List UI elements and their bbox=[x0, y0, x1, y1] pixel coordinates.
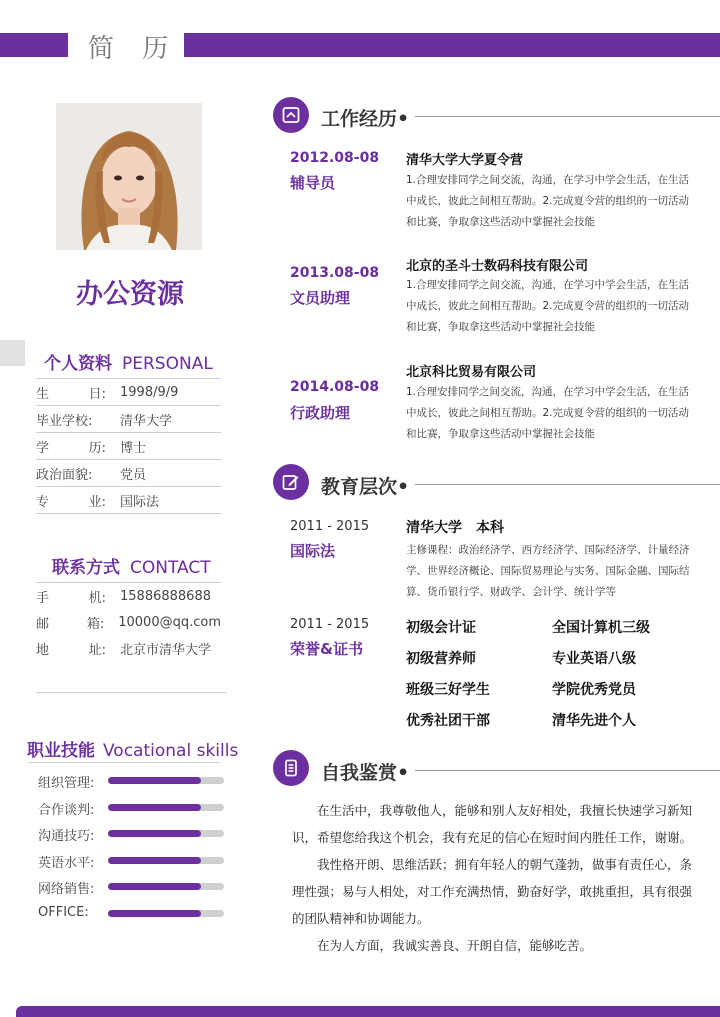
skill-label: 合作谈判: bbox=[38, 802, 95, 818]
education-courses: 主修课程：政治经济学、西方经济学、国际经济学、计量经济学、世界经济概论、国际贸易理论与实务、国际金融、国际结算、货币银行学、财政学、会计学、统计学等 bbox=[406, 544, 690, 598]
honors-date: 2011 - 2015 bbox=[290, 617, 370, 632]
work-desc: 1.合理安排同学之间交流，沟通，在学习中学会生活，在生活中成长，彼此之间相互帮助。2.完成夏令营的组织的一切活动和比赛，争取拿这些活动中掌握社会技能 bbox=[406, 279, 690, 333]
work-org: 北京的圣斗士数码科技有限公司 bbox=[406, 259, 589, 274]
self-heading-line bbox=[415, 770, 720, 771]
skills-heading bbox=[27, 736, 238, 761]
skills-divider bbox=[28, 762, 220, 763]
info-label: 业: bbox=[88, 494, 106, 510]
self-section-icon bbox=[273, 750, 309, 786]
info-label: 生 bbox=[36, 386, 50, 402]
info-row-degree bbox=[36, 433, 221, 460]
info-value: 1998/9/9 bbox=[120, 384, 179, 400]
briefcase-icon bbox=[282, 106, 300, 124]
header-bar-right bbox=[184, 33, 720, 57]
honors-label: 荣誉&证书 bbox=[290, 640, 364, 658]
contact-phone-value: 15886888688 bbox=[120, 589, 211, 604]
skill-label: 英语水平: bbox=[38, 855, 95, 871]
skill-bar-track bbox=[108, 910, 224, 917]
contact-row-email bbox=[36, 609, 221, 636]
skill-bar-track bbox=[108, 857, 224, 864]
education-heading: 教育层次• bbox=[321, 476, 410, 498]
info-label: 址: bbox=[88, 643, 106, 658]
person-name: 办公资源 bbox=[76, 279, 184, 310]
skill-bar-fill bbox=[108, 857, 201, 864]
work-date: 2013.08-08 bbox=[290, 265, 380, 281]
education-school: 清华大学 本科 bbox=[406, 520, 504, 536]
education-date: 2011 - 2015 bbox=[290, 519, 370, 534]
honor-item: 学院优秀党员 bbox=[552, 682, 636, 698]
work-desc: 1.合理安排同学之间交流，沟通，在学习中学会生活，在生活中成长，彼此之间相互帮助。2.完成夏令营的组织的一切活动和比赛，争取拿这些活动中掌握社会技能 bbox=[406, 174, 690, 228]
skills-heading-en: Vocational skills bbox=[103, 741, 239, 761]
contact-heading bbox=[52, 553, 211, 578]
info-label: 毕业学校: bbox=[36, 413, 93, 429]
info-label: 专 bbox=[36, 494, 50, 510]
info-label: 历: bbox=[88, 440, 106, 456]
resume-title: 简 历 bbox=[88, 34, 179, 64]
skill-bar-fill bbox=[108, 830, 201, 837]
skill-bar-fill bbox=[108, 777, 201, 784]
self-paragraph: 我性格开朗、思维活跃；拥有年轻人的朝气蓬勃，做事有责任心，条理性强；易与人相处，对工作充满热情，勤奋好学，敢挑重担，具有很强的团队精神和协调能力。 bbox=[292, 857, 693, 926]
skill-bar-fill bbox=[108, 804, 201, 811]
education-major: 国际法 bbox=[290, 542, 336, 560]
contact-heading-en: CONTACT bbox=[130, 558, 211, 578]
skill-bar-track bbox=[108, 883, 224, 890]
skill-bar-track bbox=[108, 830, 224, 837]
work-section-icon bbox=[273, 97, 309, 133]
work-org: 北京科比贸易有限公司 bbox=[406, 365, 537, 380]
info-value: 博士 bbox=[120, 440, 147, 456]
edit-icon bbox=[282, 473, 300, 491]
work-role: 文员助理 bbox=[290, 289, 351, 307]
info-row-politics bbox=[36, 460, 221, 487]
info-label: 机: bbox=[88, 591, 106, 606]
skill-bar-fill bbox=[108, 883, 201, 890]
skill-label: 组织管理: bbox=[38, 776, 95, 791]
info-label: 政治面貌: bbox=[36, 467, 93, 483]
contact-heading-cn: 联系方式 bbox=[52, 558, 120, 578]
skill-bar-track bbox=[108, 777, 224, 784]
education-section-icon bbox=[273, 464, 309, 500]
info-label: 手 bbox=[36, 591, 50, 606]
skill-bar-fill bbox=[108, 910, 201, 917]
work-heading-line bbox=[415, 116, 720, 117]
info-value: 党员 bbox=[120, 467, 147, 483]
work-role: 辅导员 bbox=[290, 174, 336, 192]
skill-label: 网络销售: bbox=[38, 882, 95, 898]
contact-row-phone bbox=[36, 583, 221, 610]
self-paragraph: 在为人方面，我诚实善良、开朗自信，能够吃苦。 bbox=[317, 938, 593, 953]
work-role: 行政助理 bbox=[290, 404, 351, 422]
info-row-school bbox=[36, 406, 221, 433]
info-label: 箱: bbox=[86, 617, 105, 632]
info-label: 日: bbox=[88, 386, 106, 402]
personal-heading-en: PERSONAL bbox=[122, 354, 213, 374]
skill-label: 沟通技巧: bbox=[38, 829, 95, 845]
contact-bottom-divider bbox=[36, 692, 226, 693]
work-date: 2012.08-08 bbox=[290, 150, 380, 166]
side-tab bbox=[0, 340, 25, 366]
info-row-birthday bbox=[36, 379, 221, 406]
info-label: 地 bbox=[36, 643, 50, 658]
info-value: 国际法 bbox=[120, 494, 160, 510]
personal-heading bbox=[44, 349, 213, 374]
contact-address-value: 北京市清华大学 bbox=[120, 643, 212, 658]
honor-item: 初级会计证 bbox=[406, 620, 476, 636]
education-heading-line bbox=[415, 484, 720, 485]
profile-photo bbox=[56, 103, 202, 250]
contact-row-address bbox=[36, 635, 221, 662]
work-desc: 1.合理安排同学之间交流，沟通，在学习中学会生活，在生活中成长，彼此之间相互帮助。2.完成夏令营的组织的一切活动和比赛，争取拿这些活动中掌握社会技能 bbox=[406, 386, 690, 440]
footer-bar bbox=[16, 1006, 720, 1017]
personal-heading-cn: 个人资料 bbox=[44, 354, 112, 374]
contact-email-value: 10000@qq.com bbox=[118, 615, 221, 630]
skills-heading-cn: 职业技能 bbox=[27, 741, 95, 761]
honor-item: 班级三好学生 bbox=[406, 682, 490, 698]
honor-item: 专业英语八级 bbox=[552, 651, 636, 667]
skill-bar-track bbox=[108, 804, 224, 811]
info-value: 清华大学 bbox=[120, 413, 173, 429]
honor-item: 清华先进个人 bbox=[552, 713, 636, 729]
self-paragraph: 在生活中，我尊敬他人，能够和别人友好相处，我擅长快速学习新知识，希望您给我这个机会，我有充足的信心在短时间内胜任工作，谢谢。 bbox=[292, 803, 693, 845]
work-date: 2014.08-08 bbox=[290, 379, 380, 395]
honor-item: 全国计算机三级 bbox=[552, 620, 650, 636]
work-org: 清华大学大学夏令营 bbox=[406, 153, 524, 168]
info-label: 邮 bbox=[36, 617, 50, 632]
honor-item: 优秀社团干部 bbox=[406, 713, 490, 729]
skill-label: OFFICE: bbox=[38, 905, 89, 920]
work-heading: 工作经历• bbox=[321, 108, 410, 130]
honor-item: 初级营养师 bbox=[406, 651, 476, 667]
self-heading: 自我鉴赏• bbox=[321, 762, 410, 784]
info-row-major bbox=[36, 487, 221, 514]
header-bar-left bbox=[0, 33, 68, 57]
info-label: 学 bbox=[36, 440, 50, 456]
document-icon bbox=[282, 759, 300, 777]
